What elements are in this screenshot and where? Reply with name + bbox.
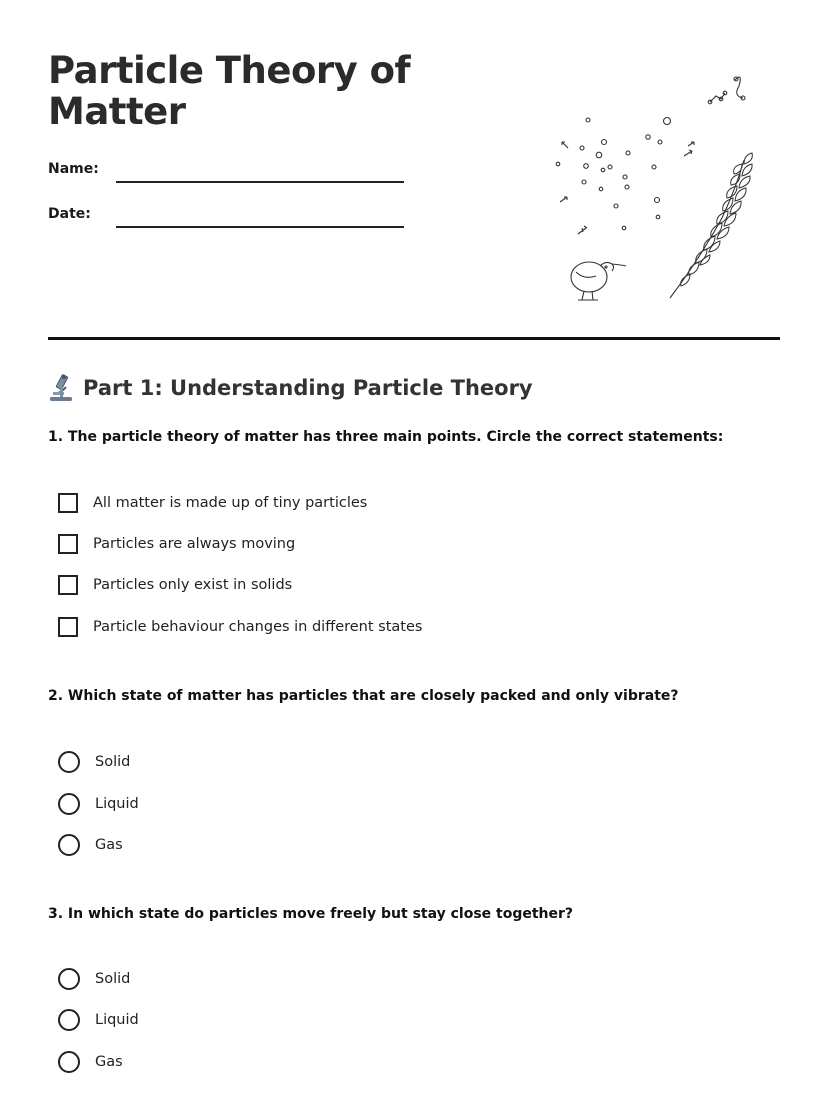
name-field[interactable]	[48, 159, 408, 189]
checkbox[interactable]	[58, 575, 78, 595]
checkbox[interactable]	[58, 617, 78, 637]
radio-button[interactable]	[58, 834, 80, 856]
option-label: All matter is made up of tiny particles	[93, 495, 368, 511]
option-label: Gas	[95, 1054, 123, 1070]
microscope-icon	[48, 373, 74, 403]
particles-kiwi-fern-illustration	[540, 60, 770, 310]
radio-button[interactable]	[58, 968, 80, 990]
date-line[interactable]	[116, 226, 404, 228]
option-label: Particles are always moving	[93, 536, 296, 552]
radio-button[interactable]	[58, 1051, 80, 1073]
section-heading	[48, 373, 533, 403]
checkbox[interactable]	[58, 493, 78, 513]
radio-option[interactable]	[58, 833, 123, 857]
section-divider	[48, 337, 780, 340]
radio-option[interactable]	[58, 1050, 123, 1074]
radio-option[interactable]	[58, 1008, 139, 1032]
date-label: Date:	[48, 206, 91, 222]
checkbox[interactable]	[58, 534, 78, 554]
name-line[interactable]	[116, 181, 404, 183]
question-2: 2. Which state of matter has particles that are closely packed and only vibrate?	[48, 688, 679, 704]
option-label: Solid	[95, 971, 131, 987]
option-label: Particles only exist in solids	[93, 577, 293, 593]
page-title: Particle Theory of Matter	[48, 49, 411, 133]
radio-button[interactable]	[58, 1009, 80, 1031]
option-label: Solid	[95, 754, 131, 770]
checkbox-option[interactable]	[58, 573, 292, 597]
date-field[interactable]	[48, 204, 408, 234]
radio-option[interactable]	[58, 967, 130, 991]
name-label: Name:	[48, 161, 99, 177]
radio-option[interactable]	[58, 792, 139, 816]
option-label: Liquid	[95, 796, 139, 812]
option-label: Particle behaviour changes in different states	[93, 619, 423, 635]
option-label: Liquid	[95, 1012, 139, 1028]
question-1: 1. The particle theory of matter has three main points. Circle the correct statements:	[48, 429, 724, 445]
radio-option[interactable]	[58, 750, 130, 774]
checkbox-option[interactable]	[58, 532, 295, 556]
radio-button[interactable]	[58, 793, 80, 815]
option-label: Gas	[95, 837, 123, 853]
checkbox-option[interactable]	[58, 491, 367, 515]
checkbox-option[interactable]	[58, 615, 422, 639]
radio-button[interactable]	[58, 751, 80, 773]
section-title: Part 1: Understanding Particle Theory	[83, 376, 533, 400]
question-3: 3. In which state do particles move freely but stay close together?	[48, 906, 574, 922]
